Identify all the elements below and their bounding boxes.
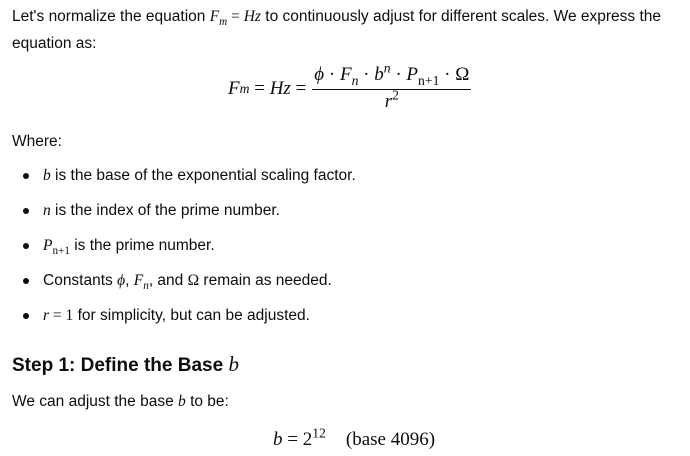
list-item: n is the index of the prime number. xyxy=(0,199,356,234)
inline-equation-lhs: F xyxy=(209,8,220,25)
definitions-list xyxy=(0,164,356,339)
list-item: b is the base of the exponential scaling factor. xyxy=(0,164,356,199)
step-1-heading: Step 1: Define the Base b xyxy=(12,352,239,376)
adjust-base-line: We can adjust the base b to be: xyxy=(12,393,229,410)
fraction-numerator: $\phi \cdot F_n \cdot b^n \cdot P_{n+1} \cdot \Omega$ xyxy=(314,60,470,88)
fraction-denominator: $r^2$ xyxy=(384,87,399,112)
display-equation: F m = Hz = $\frac{\phi \cdot F_n \cdot b^n \cdot P_{n+1} \cdot \Omega}{r^2}$ xyxy=(228,60,470,112)
base-equation: $b = 2^{12}$ (base 4096) xyxy=(273,425,436,450)
list-item: r = 1 for simplicity, but can be adjusted. xyxy=(0,304,356,339)
inline-equation-rhs: Hz xyxy=(243,8,261,25)
list-item: Constants ϕ, $F_n$, and Ω remain as needed. xyxy=(0,269,356,304)
intro-line-1: Let's normalize the equation $F_m = Hz$ to continuously adjust for different scales. We express the xyxy=(12,8,662,29)
list-item: $P_{n+1}$ is the prime number. xyxy=(0,234,356,269)
intro-line-2: equation as: xyxy=(12,35,97,52)
equation-fraction xyxy=(312,60,471,113)
base-note: (base 4096) xyxy=(345,429,436,450)
where-label: Where: xyxy=(12,133,62,150)
